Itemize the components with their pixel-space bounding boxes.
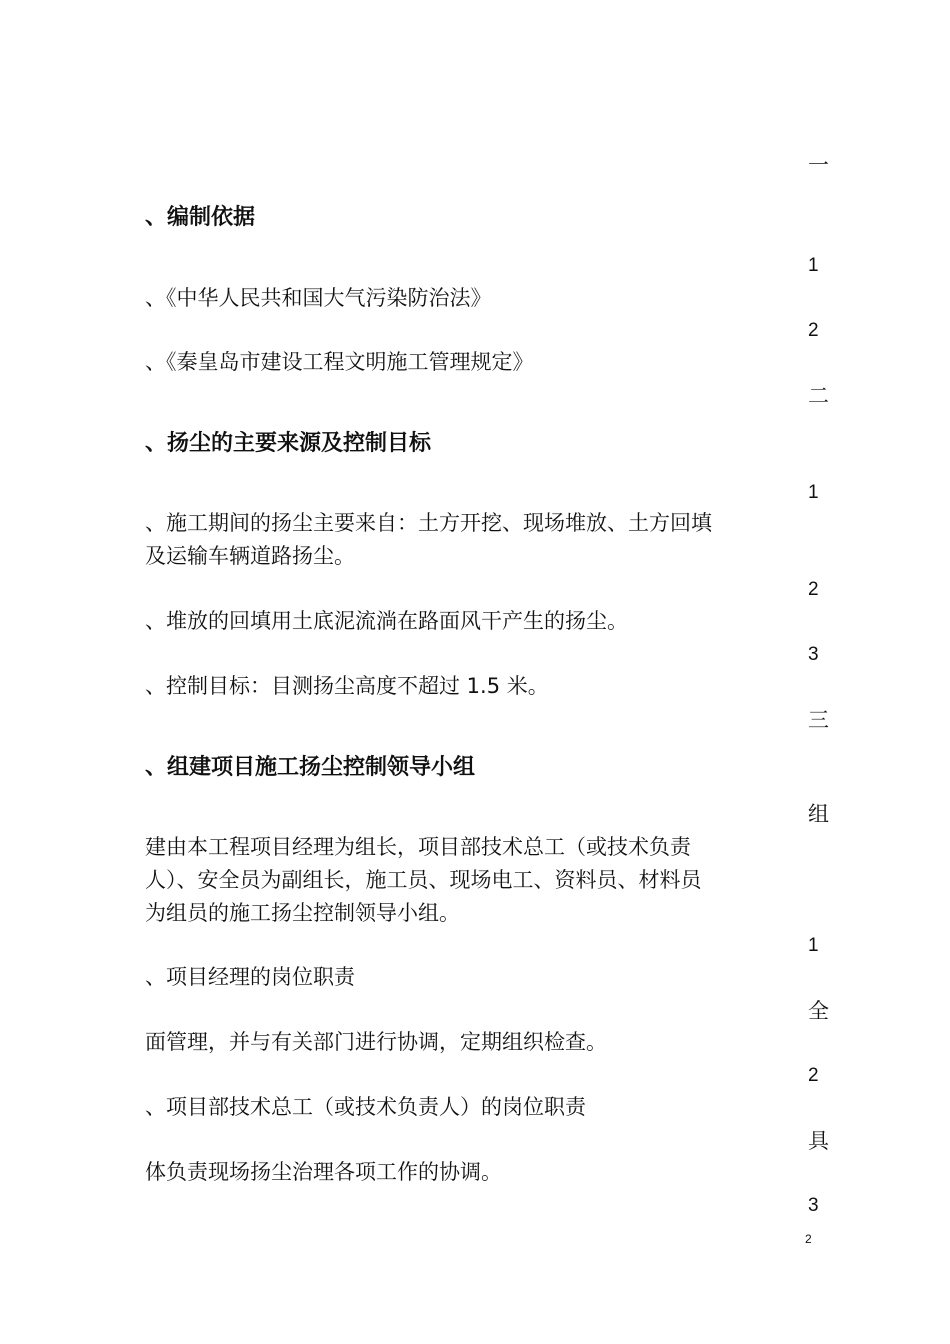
body-line: 、《秦皇岛市建设工程文明施工管理规定》	[145, 350, 534, 374]
body-line: 、堆放的回填用土底泥流淌在路面风干产生的扬尘。	[145, 609, 628, 633]
side-marker-item: 2	[808, 320, 819, 341]
section-heading: 、扬尘的主要来源及控制目标	[145, 431, 432, 456]
body-line: 面管理，并与有关部门进行协调，定期组织检查。	[145, 1030, 607, 1054]
body-line: 、《中华人民共和国大气污染防治法》	[145, 286, 492, 310]
side-marker-char: 全	[808, 999, 829, 1023]
side-marker-section-3: 三	[808, 708, 829, 732]
section-heading: 、组建项目施工扬尘控制领导小组	[145, 755, 476, 780]
side-marker-section-2: 二	[808, 384, 829, 408]
body-line: 建由本工程项目经理为组长，项目部技术总工（或技术负责	[145, 835, 691, 859]
side-marker-item: 2	[808, 1065, 819, 1086]
body-line: 及运输车辆道路扬尘。	[145, 544, 355, 568]
body-line: 、施工期间的扬尘主要来自：土方开挖、现场堆放、土方回填	[145, 511, 712, 535]
side-marker-item: 2	[808, 579, 819, 600]
body-line: 、项目经理的岗位职责	[145, 965, 355, 989]
body-line: 体负责现场扬尘治理各项工作的协调。	[145, 1160, 502, 1184]
side-marker-section-1: 一	[808, 153, 829, 177]
side-marker-item: 3	[808, 1195, 819, 1216]
body-line: 、控制目标：目测扬尘高度不超过 1.5 米。	[145, 674, 549, 698]
side-marker-item: 1	[808, 935, 819, 956]
section-heading: 、编制依据	[145, 205, 256, 230]
body-line: 、项目部技术总工（或技术负责人）的岗位职责	[145, 1095, 586, 1119]
body-line: 人）、安全员为副组长，施工员、现场电工、资料员、材料员	[145, 868, 702, 892]
page-number: 2	[805, 1232, 812, 1246]
side-marker-char: 具	[808, 1129, 829, 1153]
body-line: 为组员的施工扬尘控制领导小组。	[145, 901, 460, 925]
side-marker-char: 组	[808, 802, 829, 826]
side-marker-item: 1	[808, 255, 819, 276]
side-marker-item: 1	[808, 482, 819, 503]
side-marker-item: 3	[808, 644, 819, 665]
